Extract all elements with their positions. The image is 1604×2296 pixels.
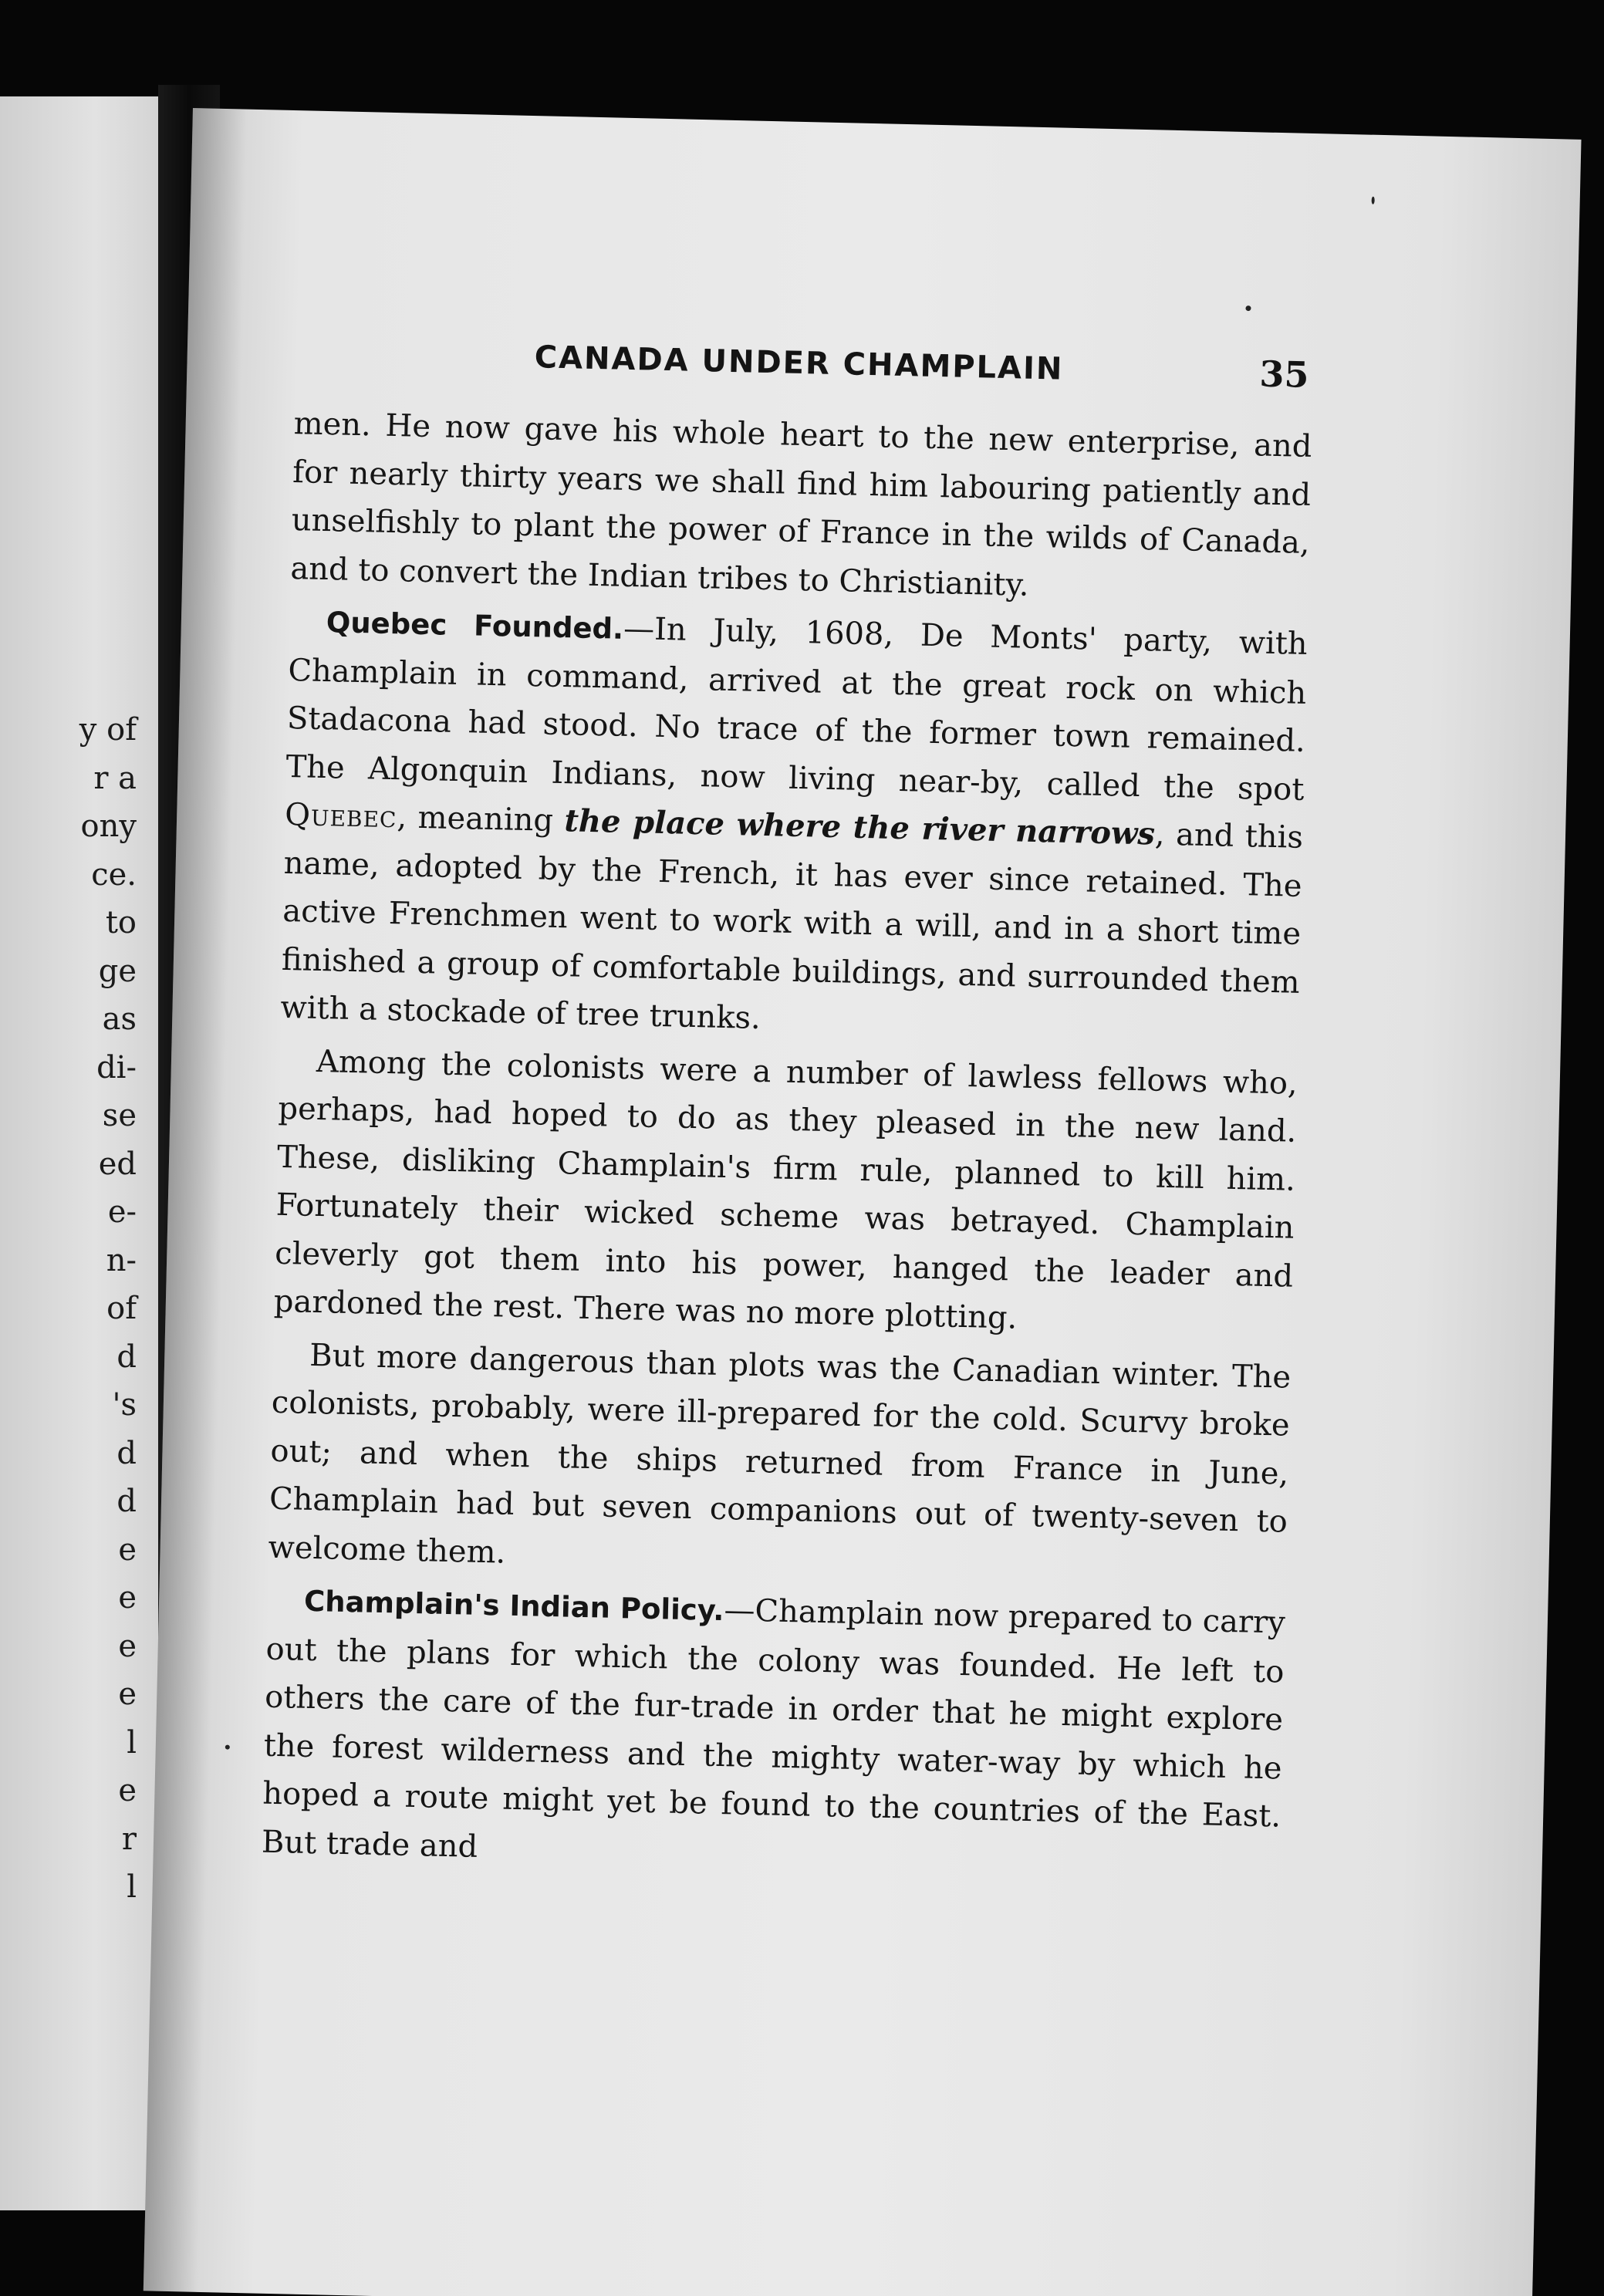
paragraph-indian-policy [261, 1576, 1285, 1889]
fragment-line: ge [98, 953, 137, 989]
fragment-line: 's [112, 1387, 137, 1423]
page-body [261, 400, 1312, 1889]
running-title: CANADA UNDER CHAMPLAIN [534, 339, 1064, 387]
dust-speck [1372, 197, 1375, 204]
fragment-line: ed [98, 1146, 137, 1182]
paragraph: But more dangerous than plots was the Canadian winter. The colonists, probably, were ill-prepared for the cold. Scurvy broke out; and when the ships returned from France in June, Champlain had but seven companions out of twenty-seven to welcome them. [268, 1337, 1292, 1571]
paragraph-text: —In July, 1608, De Monts' party, with Champlain in command, arrived at the great rock on which Stadacona had stood. No trace of the former town remained. The Algonquin Indians, now living near-by, called the spot [285, 610, 1309, 808]
fragment-line: se [102, 1098, 137, 1133]
fragment-line: di- [96, 1049, 137, 1086]
fragment-line: y of [79, 712, 137, 748]
fragment-line: e [118, 1773, 137, 1808]
fragment-line: e- [107, 1194, 137, 1230]
paragraph-text: , meaning [396, 799, 566, 839]
fragment-line: d [117, 1435, 137, 1471]
dust-speck [1245, 306, 1251, 311]
fragment-line: d [117, 1339, 137, 1375]
dust-speck [225, 1744, 230, 1749]
page-number: 35 [1258, 353, 1310, 396]
paragraph: Among the colonists were a number of lawless fellows who, perhaps, had hoped to do as they pleased in the new land. These, disliking Champlain's firm rule, planned to kill him. Fortunately their wicked scheme was betrayed. Champlain cleverly got them into his power, hanged the leader and pardoned the rest. There was no more plotting. [273, 1043, 1298, 1336]
fragment-line: l [127, 1869, 137, 1905]
facing-page-text-fragments [79, 706, 137, 1912]
name-meaning: the place where the river narrows [563, 802, 1156, 853]
fragment-line: ony [80, 809, 137, 844]
fragment-line: to [105, 905, 137, 940]
facing-page-edge [0, 96, 158, 2210]
paragraph-text: , and this name, adopted by the French, it has ever since retained. The active Frenchmen went to work with a will, and in a short time finished a group of comfortable buildings, and surrounded them with a stockade of tree trunks. [280, 816, 1304, 1036]
fragment-line: d [117, 1484, 137, 1519]
section-heading: Quebec Founded. [326, 606, 624, 646]
fragment-line: ce. [91, 856, 137, 893]
fragment-line: e [118, 1676, 137, 1712]
fragment-line: e [118, 1628, 137, 1664]
fragment-line: r a [93, 760, 137, 796]
fragment-line: of [106, 1291, 137, 1326]
fragment-line: e [118, 1580, 137, 1616]
running-header [187, 332, 1545, 396]
section-heading: Champlain's Indian Policy. [303, 1584, 725, 1628]
fragment-line: e [118, 1531, 137, 1568]
place-name: Quebec [284, 796, 398, 836]
fragment-line: as [102, 1001, 137, 1037]
paragraph-text: —Champlain now prepared to carry out the plans for which the colony was founded. He left to others the care of the fur-trade in order that he might explore the forest wilderness and the mighty water-way by which he hoped a route might yet be found to the countries of the East. But trade and [261, 1592, 1286, 1865]
paragraph-quebec-founded [280, 597, 1308, 1055]
fragment-line: r [121, 1821, 137, 1857]
fragment-line: l [127, 1724, 137, 1761]
paragraph: men. He now gave his whole heart to the new enterprise, and for nearly thirty years we shall find him labouring patiently and unselfishly to plant the power of France in the wilds of Canada, and to convert the Indian tribes to Christianity. [289, 406, 1312, 603]
fragment-line: n- [106, 1242, 137, 1278]
book-page [144, 108, 1582, 2296]
